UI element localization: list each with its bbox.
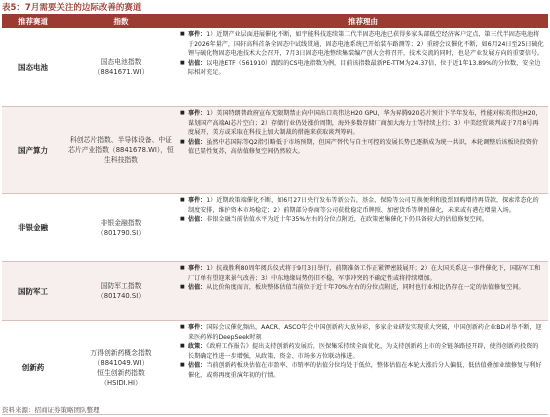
reason-text: 《政府工作报告》提出支持创新药发展后，医保集采持续全面优化，为支持创新药上市的全链条路径开辟，使得创新药投资的长期确定性进一步增强，从政策、资金、市场多方位联动推进。 — [188, 343, 539, 360]
reason-text: 1）美国特朗普政府宣布无限期禁止向中国出口英伟达H20 GPU，华为昇腾920芯片预计下半年发布，性能对标英伟达H20，谋划国产高端AI芯片空白；2）存储行业仍处涨价周期，海外多数存储厂商加大海力士等持续上行；3）中美经贸谈判或于7月8号再度展开，美方或采取在科技上加大制裁的措施来获取谈判筹码。 — [188, 110, 542, 137]
reason-item — [180, 323, 544, 342]
reason-text: 非银金融当前估值水平为近十年35%左右的分位点附近，在政策密集催化下仍具备较大的估值修复空间。 — [206, 216, 488, 224]
index-name: 国防军工指数 （801740.SI） — [96, 282, 146, 300]
bullet-icon: ■ — [180, 31, 185, 37]
table-row — [2, 107, 548, 194]
bullet-icon: ■ — [180, 265, 185, 271]
reason-item — [180, 30, 544, 59]
reason-label: 估值： — [188, 59, 207, 67]
reason-item — [180, 283, 544, 293]
bullet-icon: ■ — [180, 284, 185, 291]
reason-item — [180, 109, 544, 138]
bullet-icon: ■ — [180, 343, 185, 350]
bullet-icon: ■ — [180, 110, 185, 116]
bullet-icon: ■ — [180, 216, 185, 223]
index-name: 科创芯片指数、半导体设备、中证芯片产业指数（8841678.WI），恒生科技指数 — [68, 136, 174, 164]
bullet-icon: ■ — [180, 197, 185, 203]
sector-name: 国防军工 — [18, 286, 48, 296]
reason-item — [180, 361, 544, 380]
reason-cell — [178, 262, 548, 320]
reason-text: 1）抗战胜利80周年阅兵仪式将于9月3日举行，前期准备工作正紧锣密鼓展开；2）在大国关系这一事件催化下，国防军工和厂订单有望迎来景气改善；3）中东地缘局势仍旧不稳，军事冲突的不确定性或将持续增加。 — [188, 265, 541, 282]
table-row — [2, 262, 548, 321]
reason-text: 虽然中芯国际等Q2指引略低于市场预期，但国产替代与自主可控的发展长势已逐渐成为统一共识，本轮调整后该板块投资价值已显性复苏，高估值修复空间仍然较大。 — [188, 138, 538, 156]
reason-label: 事件： — [188, 265, 207, 272]
reason-label: 估值： — [188, 216, 207, 224]
reason-item — [180, 59, 544, 78]
sector-name: 非银金融 — [18, 223, 48, 232]
header-index: 指数 — [113, 16, 129, 26]
reason-label: 估值： — [188, 138, 207, 146]
reason-cell — [178, 107, 548, 193]
index-name: 万得创新药概念指数 （8841049.WI） 恒生创新药指数 （HSIDI.HI） — [90, 348, 152, 387]
table-row — [2, 321, 548, 415]
reason-label: 估值： — [188, 362, 207, 370]
reason-text: 1）近期产业层面进展催化不断，如宇能科技连续第二代半固态电池已获得多家头部低空经济客户定点，第三代半固态电池将于2026年量产，国轩高科首条全固态中试线贯通，固态电池系统已开始装车路测等；2）重磅会议催化不断，如6月24日至25日硫化锂与硫化物固态电池技术大会召开，7月3日固态电池整续集装编产创大会将召开，技术交流的同时，也是产业发展方向的重要信号。 — [188, 31, 544, 58]
reason-item — [180, 264, 544, 283]
reason-text: 1）近期政策端催化不断，如6月27日央行发布等新公告，基金、保险等公司互换便利和股票回购增持再贷款，探索常态化的制度安排，维护资本市场稳定；2）前期部分券商等公司获批稳定币牌照、加密货币等牌照催化，未来或有港在增量入场。 — [188, 197, 539, 214]
reason-label: 事件： — [188, 110, 207, 117]
header-reason: 推荐理由 — [348, 16, 378, 26]
index-name: 非银金融指数 （801790.SI） — [96, 218, 146, 237]
bullet-icon: ■ — [180, 362, 185, 369]
sector-name: 国产算力 — [18, 145, 48, 155]
bullet-icon: ■ — [180, 324, 185, 330]
reason-text: 以电池ETF（561910）跟踪的CS电池指数为例，目前该指数最新PE-TTM为24.37倍，位于近1年13.89%的分位数，安全边际相对充足。 — [188, 59, 541, 77]
recommendation-table — [2, 14, 548, 415]
sector-name: 创新药 — [21, 363, 45, 372]
reason-item — [180, 215, 544, 225]
reason-item — [180, 138, 544, 157]
header-sector: 推荐赛道 — [18, 16, 48, 26]
reason-text: 当前创新药板块估值在市盈率、市销率的估值分位均处于低位，整体估值在本轮大涨后分人偏低，低估值叠加业绩修复与利好催化，或将再度重演年初的行情。 — [188, 362, 542, 379]
reason-cell — [178, 321, 548, 414]
table-caption: 表5：7月需要关注的边际改善的赛道 — [2, 3, 142, 13]
reason-cell — [178, 194, 548, 261]
reason-label: 事件： — [188, 197, 207, 204]
table-row — [2, 194, 548, 262]
reason-text: 从比价角度而言，板块整体估值当前位于近十年70%左右的分位点附近，同时也行业相比仍存在一定的估值修复空间。 — [206, 284, 525, 292]
bullet-icon: ■ — [180, 138, 185, 145]
source-note: 资料来源：招商证券策略团队整理 — [2, 406, 100, 414]
reason-label: 估值： — [188, 284, 207, 292]
reason-item — [180, 196, 544, 215]
reason-cell — [178, 28, 548, 106]
reason-item — [180, 342, 544, 361]
reason-label: 事件： — [188, 31, 207, 38]
table-header — [2, 14, 548, 28]
index-name: 国态电池指数 （8841671.WI） — [93, 58, 149, 76]
sector-name: 国态电池 — [18, 62, 48, 72]
reason-label: 事件： — [188, 324, 207, 331]
reason-label: 政策： — [188, 343, 207, 351]
table-row — [2, 28, 548, 107]
reason-text: 国际会议催化频出，AACR、ASCO年会中国创新药大放异彩，多家企业研发实现重大突破，中国创新药企业BD对举不断，迎来医药界的DeepSeek时刻 — [188, 324, 542, 341]
bullet-icon: ■ — [180, 59, 185, 66]
